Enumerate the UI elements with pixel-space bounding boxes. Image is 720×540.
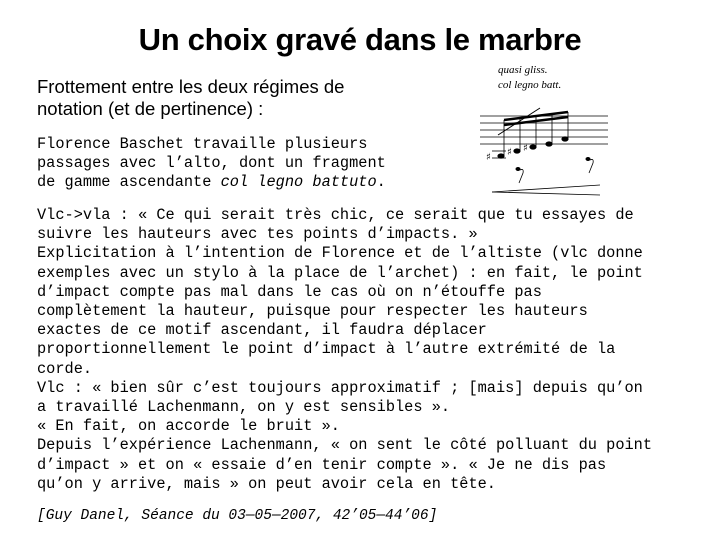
body-line: Vlc->vla : « Ce qui serait très chic, ce serait que tu essayes de [37,206,634,224]
body-line: exemples avec un stylo à la place de l’archet) : en fait, le point [37,263,643,282]
body-line: d’impact » et on « essaie d’en tenir compte ». « Je ne dis pas [37,455,607,474]
body-line: « En fait, on accorde le bruit ». [37,417,340,436]
body-line: suivre les hauteurs avec tes points d’impacts. » [37,225,478,244]
intro-line: passages avec l’alto, dont un fragment [37,154,386,173]
body-paragraph [37,206,652,494]
svg-text:♯: ♯ [486,152,491,163]
body-line: corde. [37,359,93,378]
body-line: Explicitation à l’intention de Florence et de l’altiste (vlc donne [37,244,643,263]
subtitle-line: notation (et de pertinence) : [37,98,264,119]
intro-line-last [37,173,386,192]
score-annotation-col-legno: col legno batt. [498,79,562,91]
body-line: complètement la hauteur, puisque pour respecter les hauteurs [37,302,588,321]
body-line: proportionnellement le point d’impact à l’autre extrémité de la [37,340,616,359]
slide-title: Un choix gravé dans le marbre [138,22,582,57]
svg-text:♯: ♯ [507,147,512,158]
subtitle-line: Frottement entre les deux régimes de [37,76,345,97]
intro-text: de gamme ascendante [37,173,221,192]
intro-end: . [376,173,386,192]
intro-italic: col legno battuto [220,173,377,192]
body-line: Depuis l’expérience Lachenmann, « on sent le côté polluant du point [37,436,653,455]
citation: [Guy Danel, Séance du 03—05—2007, 42’05—44’06] [37,508,438,524]
body-line: d’impact compte pas mal dans le cas où on n’étouffe pas [37,282,542,301]
svg-text:♯: ♯ [523,143,528,154]
body-line: exactes de ce motif ascendant, il faudra déplacer [37,321,487,340]
body-line: a travaillé Lachenmann, on y est sensibles ». [37,398,451,417]
slide-subtitle [37,76,437,120]
score-annotation-gliss: quasi gliss. [498,64,548,76]
music-score-image [480,60,610,200]
body-line: qu’on y arrive, mais » on peut avoir cela en tête. [37,474,496,493]
body-line: Vlc : « bien sûr c’est toujours approximatif ; [mais] depuis qu’on [37,378,643,397]
intro-line: Florence Baschet travaille plusieurs [37,135,368,153]
intro-paragraph [37,135,386,193]
